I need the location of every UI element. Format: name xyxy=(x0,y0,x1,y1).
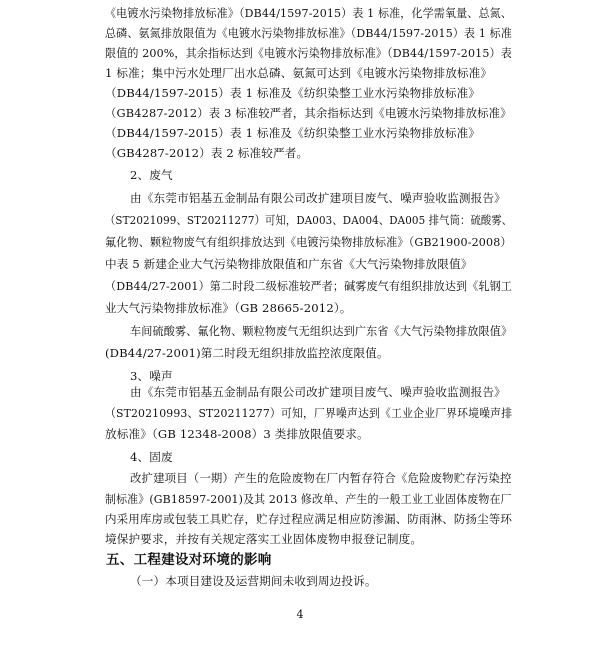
text-line: （ST20210993、ST20211277）可知，厂界噪声达到《工业企业厂界环境噪声排 xyxy=(105,406,513,420)
page-number: 4 xyxy=(296,608,304,621)
text-line: 中表 5 新建企业大气污染物排放限值和广东省《大气污染物排放限值》 xyxy=(105,257,473,271)
text-line: （一）本项目建设及运营期间未收到周边投诉。 xyxy=(130,574,377,588)
subsection-title: 4、固废 xyxy=(130,450,173,464)
text-line: 放标准》（GB 12348-2008）3 类排放限值要求。 xyxy=(105,427,369,441)
text-line: 限值的 200%，其余指标达到《电镀水污染物排放标准》（DB44/1597-2015）表 xyxy=(105,46,512,60)
text-line: （DB44/27-2001）第二时段二级标准较严者；碱雾废气有组织排放达到《轧钢工 xyxy=(105,279,513,293)
text-line: （GB4287-2012）表 2 标准较严者。 xyxy=(105,146,309,160)
text-line: 制标准》(GB18597-2001)及其 2013 修改单、产生的一般工业工业固体废物在厂 xyxy=(105,492,512,506)
text-line: 由《东莞市铝基五金制品有限公司改扩建项目废气、噪声验收监测报告》 xyxy=(130,385,506,399)
text-line: 改扩建项目（一期）产生的危险废物在厂内暂存符合《危险废物贮存污染控 xyxy=(130,471,512,485)
text-line: 1 标准；集中污水处理厂出水总磷、氨氮可达到《电镀水污染物排放标准》 xyxy=(105,66,493,80)
text-line: 总磷、氨氮排放限值为《电镀水污染物排放标准》（DB44/1597-2015）表 1 标准 xyxy=(105,26,512,40)
text-line: 由《东莞市铝基五金制品有限公司改扩建项目废气、噪声验收监测报告》 xyxy=(130,191,506,205)
text-line: 氟化物、颗粒物废气有组织排放达到《电镀污染物排放标准》（GB21900-2008） xyxy=(105,235,512,249)
text-line: 境保护要求，并按有关规定落实工业固体废物申报登记制度。 xyxy=(105,532,423,546)
text-line: 内采用库房或包装工具贮存，贮存过程应满足相应防渗漏、防雨淋、防扬尘等环 xyxy=(105,512,513,526)
text-line: （ST2021099、ST20211277）可知，DA003、DA004、DA005 排气筒：硫酸雾、 xyxy=(105,213,513,227)
text-line: (DB44/27-2001)第二时段无组织排放监控浓度限值。 xyxy=(105,346,389,360)
section-heading: 五、工程建设对环境的影响 xyxy=(106,552,272,568)
text-line: 业大气污染物排放标准》（GB 28665-2012）。 xyxy=(105,301,352,315)
text-line: 车间硫酸雾、氟化物、颗粒物废气无组织达到广东省《大气污染物排放限值》 xyxy=(130,324,513,338)
subsection-title: 3、噪声 xyxy=(130,369,173,383)
text-line: （DB44/1597-2015）表 1 标准及《纺织染整工业水污染物排放标准》 xyxy=(105,126,481,140)
subsection-title: 2、废气 xyxy=(130,168,173,182)
text-line: （GB4287-2012）表 3 标准较严者，其余指标达到《电镀水污染物排放标准》 xyxy=(105,106,512,120)
text-line: 《电镀水污染物排放标准》（DB44/1597-2015）表 1 标准，化学需氧量、总氮、 xyxy=(105,6,512,20)
text-line: （DB44/1597-2015）表 1 标准及《纺织染整工业水污染物排放标准》 xyxy=(105,86,481,100)
